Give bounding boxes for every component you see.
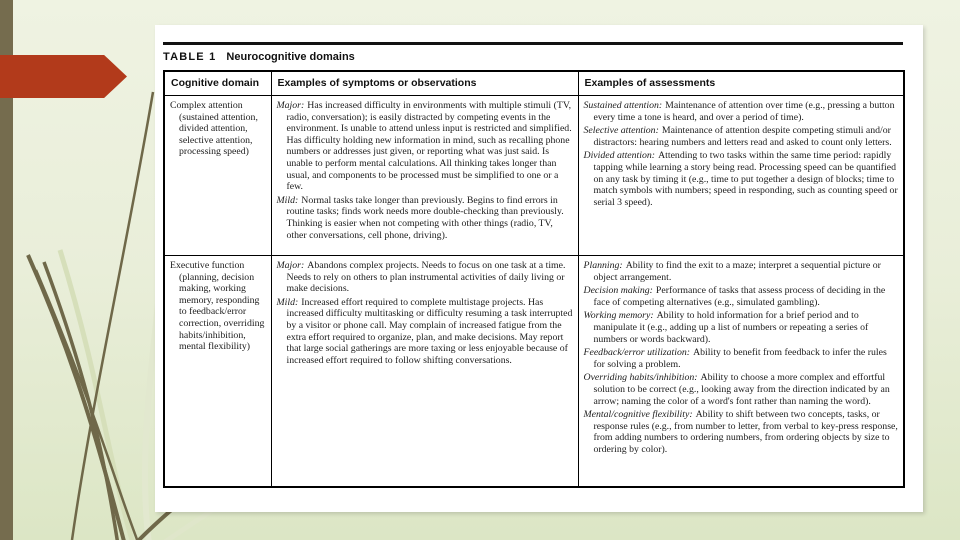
paragraph-lead: Mild: — [276, 296, 299, 308]
table-label: TABLE 1 — [163, 51, 217, 63]
symptom-paragraph — [277, 100, 573, 193]
paragraph-lead: Mild: — [276, 194, 299, 206]
assessment-paragraph — [584, 310, 899, 345]
paragraph-text: Ability to benefit from feedback to infer the rules for solving a problem. — [593, 347, 887, 370]
paragraph-text: Ability to choose a more complex and effortful solution to be correct (e.g., looking away from the direction indicated by an arrow; naming the color of a word's font rather than naming the word). — [593, 372, 890, 407]
domain-subcomponents: (planning, decision making, working memory, responding to feedback/error correction, overriding habits/inhibition, mental flexibility) — [179, 271, 265, 353]
assessment-paragraph — [584, 347, 899, 370]
cell-assessments — [578, 256, 904, 487]
paragraph-text: Abandons complex projects. Needs to focus on one task at a time. Needs to rely on others to plan instrumental activities of daily living or make decisions. — [286, 260, 566, 295]
paragraph-lead: Overriding habits/inhibition: — [583, 372, 698, 384]
paragraph-text: Ability to find the exit to a maze; interpret a sequential picture or object arrangement. — [593, 260, 881, 283]
neurocognitive-domains-table — [163, 70, 905, 488]
paragraph-text: Increased effort required to complete multistage projects. Has increased difficulty multitasking or difficulty resuming a task interrupted by a visitor or phone call. May complain of increased fatigue from the extra effort required to organize, plan, and make decisions. May report that large social gatherings are more taxing or less enjoyable because of increased effort required to follow shifting conversations. — [286, 296, 573, 366]
cell-domain — [164, 96, 271, 256]
paragraph-lead: Major: — [276, 260, 305, 271]
assessment-paragraph — [584, 125, 899, 148]
paragraph-text: Attending to two tasks within the same time period: rapidly tapping while learning a story being read. Processing speed can be quantified on any task by timing it (e.g., time to put together a design of blocks; time to match symbols with numbers; speed in responding, such as counting speed or serial 3 speed). — [593, 150, 898, 208]
domain-name: Complex attention — [170, 100, 243, 111]
assessment-paragraph — [584, 100, 899, 123]
paragraph-lead: Major: — [276, 100, 305, 111]
paragraph-lead: Decision making: — [583, 285, 653, 297]
assessment-paragraph — [584, 260, 899, 283]
symptom-paragraph — [277, 297, 573, 367]
symptom-paragraph — [277, 195, 573, 241]
table-row-complex-attention — [164, 96, 904, 256]
table-title: Neurocognitive domains — [226, 51, 355, 63]
paragraph-text: Normal tasks take longer than previously. Begins to find errors in routine tasks; finds work needs more double-checking than previously. Thinking is easier when not competing with other things (radio, TV, other conversations, cell phone, driving). — [286, 194, 564, 241]
assessment-paragraph — [584, 150, 899, 208]
cell-assessments — [578, 96, 904, 256]
paragraph-text: Ability to hold information for a brief period and to manipulate it (e.g., adding up a list of numbers or repeating a series of numbers or words backward). — [593, 310, 869, 345]
domain-name: Executive function — [170, 260, 245, 271]
scanned-table-page — [155, 25, 923, 512]
paragraph-lead: Sustained attention: — [583, 100, 663, 111]
paragraph-lead: Selective attention: — [583, 125, 659, 137]
paragraph-lead: Working memory: — [583, 310, 654, 322]
paragraph-lead: Feedback/error utilization: — [583, 347, 691, 359]
assessment-paragraph — [584, 372, 899, 407]
paragraph-text: Performance of tasks that assess process of deciding in the face of competing alternatives (e.g., simulated gambling). — [593, 285, 886, 308]
assessment-paragraph — [584, 409, 899, 455]
assessment-paragraph — [584, 285, 899, 308]
cell-symptoms — [271, 256, 578, 487]
symptom-paragraph — [277, 260, 573, 295]
paragraph-lead: Divided attention: — [583, 150, 656, 162]
column-header-symptoms: Examples of symptoms or observations — [271, 71, 578, 96]
table-row-executive-function — [164, 256, 904, 487]
paragraph-text: Maintenance of attention over time (e.g., pressing a button every time a tone is heard, and over a period of time). — [593, 100, 895, 123]
domain-subcomponents: (sustained attention, divided attention, selective attention, processing speed) — [179, 111, 258, 158]
paragraph-text: Has increased difficulty in environments with multiple stimuli (TV, radio, conversation); is easily distracted by competing events in the environment. Is unable to attend unless input is restricted and simplified. Has difficulty holding new information in mind, such as recalling phone numbers or addresses just given, or reporting what was just said. Is unable to perform mental calculations. All thinking takes longer than usual, and components to be processed must be simplified to one or a few. — [286, 100, 572, 193]
cell-domain — [164, 256, 271, 487]
paragraph-lead: Mental/cognitive flexibility: — [583, 409, 693, 421]
table-caption — [163, 51, 923, 63]
cell-symptoms — [271, 96, 578, 256]
top-rule-line — [163, 42, 903, 45]
paragraph-lead: Planning: — [583, 260, 623, 271]
right-arrow-shape — [0, 55, 127, 98]
column-header-cognitive-domain: Cognitive domain — [164, 71, 271, 96]
header-row — [164, 71, 904, 96]
paragraph-text: Ability to shift between two concepts, tasks, or response rules (e.g., from number to letter, from verbal to key-press response, from adding numbers to ordering numbers, from ordering objects by size to ordering by color). — [593, 409, 898, 455]
paragraph-text: Maintenance of attention despite competing stimuli and/or distractors: hearing numbers and letters read and asked to count only letters. — [593, 125, 892, 148]
column-header-assessments: Examples of assessments — [578, 71, 904, 96]
